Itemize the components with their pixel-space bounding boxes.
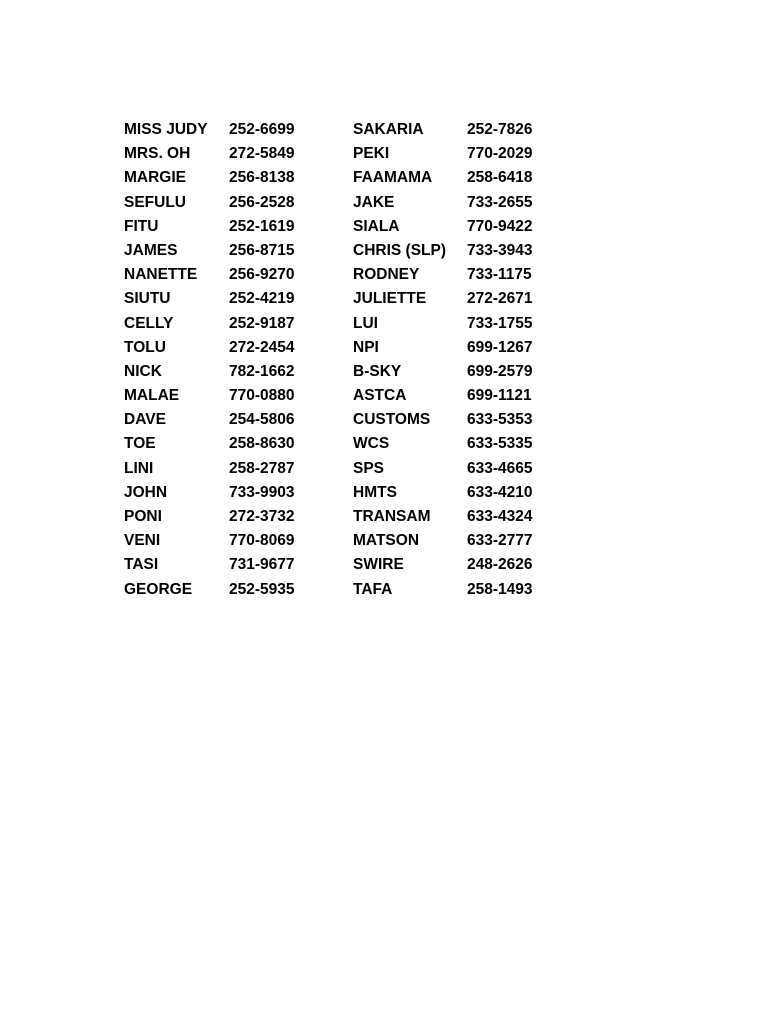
- contact-name: DAVE: [124, 411, 166, 429]
- contact-name: MARGIE: [124, 169, 186, 187]
- contact-phone: 254-5806: [229, 411, 295, 429]
- contact-name: SEFULU: [124, 193, 186, 211]
- contact-name: CHRIS (SLP): [353, 241, 446, 259]
- directory-row: [124, 360, 564, 384]
- contact-name: B-SKY: [353, 362, 402, 380]
- contact-name: JOHN: [124, 483, 168, 501]
- contact-name: CUSTOMS: [353, 411, 431, 429]
- directory-row: [124, 142, 564, 166]
- contact-name: RODNEY: [353, 266, 420, 284]
- directory-row: [124, 166, 564, 190]
- phone-directory: [124, 118, 564, 602]
- contact-phone: 633-2777: [467, 532, 533, 550]
- contact-name: TOLU: [124, 338, 166, 356]
- contact-name: TASI: [124, 556, 159, 574]
- contact-name: TRANSAM: [353, 508, 431, 525]
- contact-name: JAMES: [124, 241, 178, 259]
- contact-phone: 256-9270: [229, 266, 295, 284]
- directory-row: [124, 118, 564, 142]
- contact-name: LUI: [353, 314, 378, 332]
- contact-phone: 770-8069: [229, 532, 295, 550]
- contact-name: HMTS: [353, 483, 397, 501]
- contact-name: LINI: [124, 459, 154, 477]
- contact-phone: 258-1493: [467, 580, 533, 598]
- directory-row: [124, 505, 564, 529]
- contact-name: JAKE: [353, 193, 395, 211]
- contact-phone: 733-9903: [229, 483, 295, 501]
- contact-phone: 699-1267: [467, 338, 533, 356]
- contact-phone: 258-2787: [229, 459, 295, 477]
- contact-name: CELLY: [124, 314, 174, 332]
- contact-phone: 252-6699: [229, 121, 295, 138]
- contact-phone: 770-9422: [467, 217, 533, 235]
- contact-name: JULIETTE: [353, 290, 427, 308]
- contact-phone: 733-1755: [467, 314, 533, 332]
- contact-name: SAKARIA: [353, 121, 424, 138]
- contact-phone: 256-2528: [229, 193, 295, 211]
- contact-phone: 731-9677: [229, 556, 295, 574]
- contact-phone: 272-5849: [229, 145, 295, 163]
- directory-row: [124, 457, 564, 481]
- contact-phone: 633-5335: [467, 435, 533, 453]
- directory-row: [124, 432, 564, 456]
- contact-name: SWIRE: [353, 556, 404, 574]
- directory-row: [124, 239, 564, 263]
- contact-phone: 272-2454: [229, 338, 295, 356]
- contact-name: SIALA: [353, 217, 400, 235]
- contact-name: NPI: [353, 338, 379, 356]
- contact-name: SPS: [353, 459, 385, 477]
- contact-name: NICK: [124, 362, 162, 380]
- directory-row: [124, 553, 564, 577]
- contact-phone: 256-8138: [229, 169, 295, 187]
- contact-phone: 272-2671: [467, 290, 533, 308]
- contact-name: MATSON: [353, 532, 420, 550]
- contact-phone: 633-4210: [467, 483, 533, 501]
- contact-name: GEORGE: [124, 580, 193, 598]
- directory-row: [124, 191, 564, 215]
- contact-name: ASTCA: [353, 387, 407, 405]
- contact-phone: 248-2626: [467, 556, 533, 574]
- contact-phone: 252-4219: [229, 290, 295, 308]
- contact-phone: 252-9187: [229, 314, 295, 332]
- directory-row: [124, 408, 564, 432]
- contact-phone: 733-3943: [467, 241, 533, 259]
- contact-phone: 258-6418: [467, 169, 533, 187]
- contact-phone: 258-8630: [229, 435, 295, 453]
- directory-row: [124, 578, 564, 602]
- contact-name: MRS. OH: [124, 145, 191, 163]
- directory-row: [124, 384, 564, 408]
- directory-row: [124, 312, 564, 336]
- contact-phone: 733-2655: [467, 193, 533, 211]
- contact-name: FAAMAMA: [353, 169, 433, 187]
- contact-name: MALAE: [124, 387, 180, 405]
- directory-row: [124, 336, 564, 360]
- contact-name: VENI: [124, 532, 161, 550]
- contact-phone: 782-1662: [229, 362, 295, 380]
- contact-name: PONI: [124, 508, 162, 525]
- contact-name: TOE: [124, 435, 156, 453]
- contact-name: SIUTU: [124, 290, 171, 308]
- contact-phone: 633-4324: [467, 508, 533, 525]
- contact-phone: 770-0880: [229, 387, 295, 405]
- contact-name: TAFA: [353, 580, 393, 598]
- directory-row: [124, 263, 564, 287]
- contact-phone: 272-3732: [229, 508, 295, 525]
- directory-row: [124, 481, 564, 505]
- contact-phone: 699-1121: [467, 387, 532, 405]
- directory-row: [124, 287, 564, 311]
- contact-name: FITU: [124, 217, 159, 235]
- contact-name: WCS: [353, 435, 390, 453]
- contact-phone: 699-2579: [467, 362, 533, 380]
- directory-row: [124, 529, 564, 553]
- contact-phone: 770-2029: [467, 145, 533, 163]
- contact-name: MISS JUDY: [124, 121, 208, 138]
- contact-name: NANETTE: [124, 266, 198, 284]
- contact-phone: 633-4665: [467, 459, 533, 477]
- directory-row: [124, 215, 564, 239]
- contact-phone: 252-1619: [229, 217, 295, 235]
- contact-phone: 252-7826: [467, 121, 533, 138]
- contact-phone: 633-5353: [467, 411, 533, 429]
- contact-name: PEKI: [353, 145, 390, 163]
- contact-phone: 733-1175: [467, 266, 532, 284]
- contact-phone: 256-8715: [229, 241, 295, 259]
- contact-phone: 252-5935: [229, 580, 295, 598]
